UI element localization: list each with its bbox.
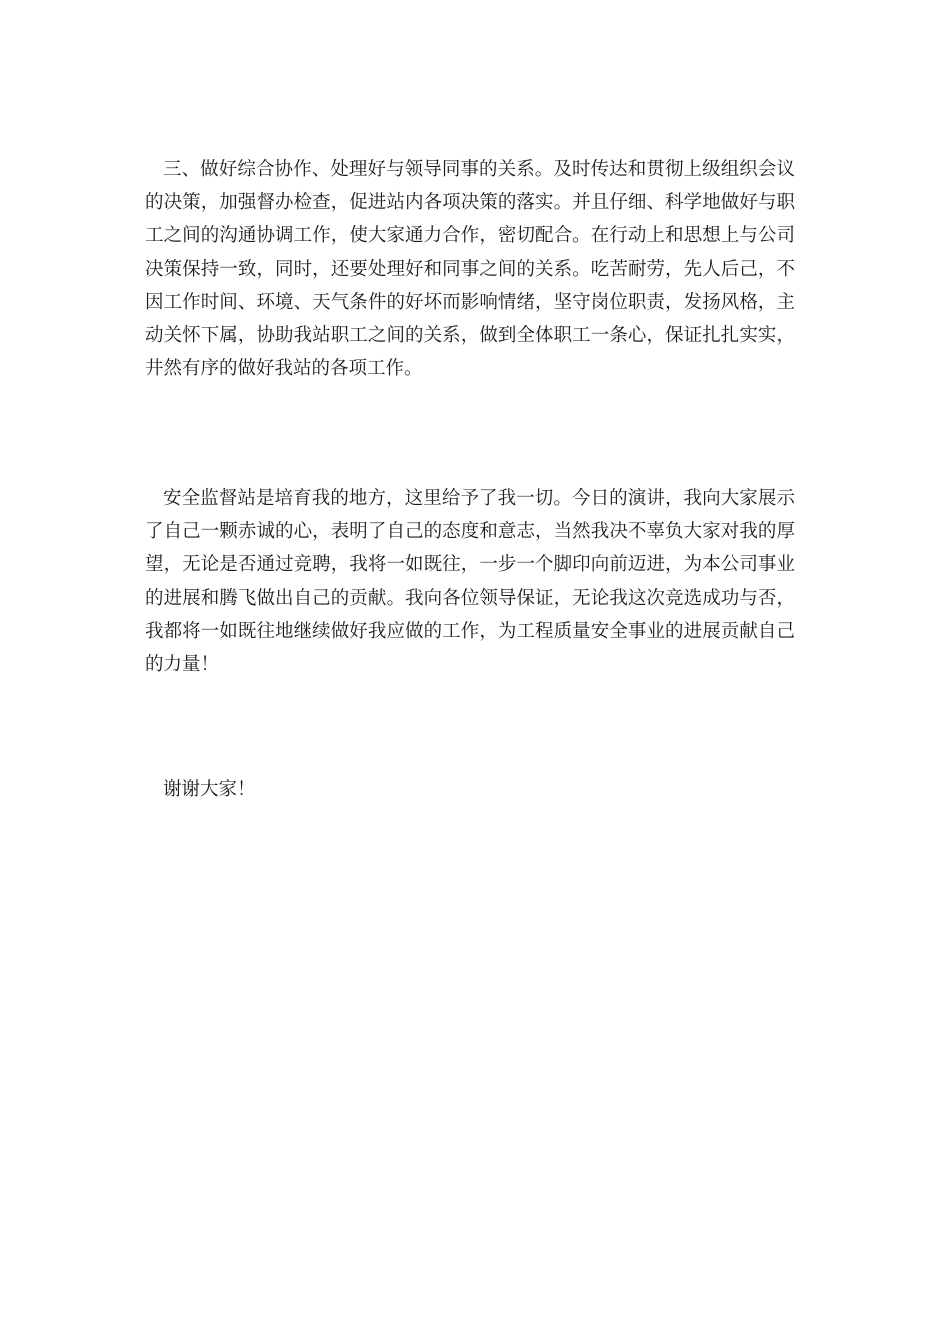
- body-paragraph-1: 三、做好综合协作、处理好与领导同事的关系。及时传达和贯彻上级组织会议的决策，加强督办检查，促进站内各项决策的落实。并且仔细、科学地做好与职工之间的沟通协调工作，使大家通力合作，密切配合。在行动上和思想上与公司决策保持一致，同时，还要处理好和同事之间的关系。吃苦耐劳，先人后己，不因工作时间、环境、天气条件的好坏而影响情绪，坚守岗位职责，发扬风格，主动关怀下属，协助我站职工之间的关系，做到全体职工一条心，保证扎扎实实，井然有序的做好我站的各项工作。: [145, 159, 795, 380]
- closing-remark: 谢谢大家！: [163, 779, 256, 800]
- body-paragraph-2: 安全监督站是培育我的地方，这里给予了我一切。今日的演讲，我向大家展示了自己一颗赤诚的心，表明了自己的态度和意志，当然我决不辜负大家对我的厚望，无论是否通过竞聘，我将一如既往，一步一个脚印向前迈进，为本公司事业的进展和腾飞做出自己的贡献。我向各位领导保证，无论我这次竞选成功与否，我都将一如既往地继续做好我应做的工作，为工程质量安全事业的进展贡献自己的力量！: [145, 488, 795, 676]
